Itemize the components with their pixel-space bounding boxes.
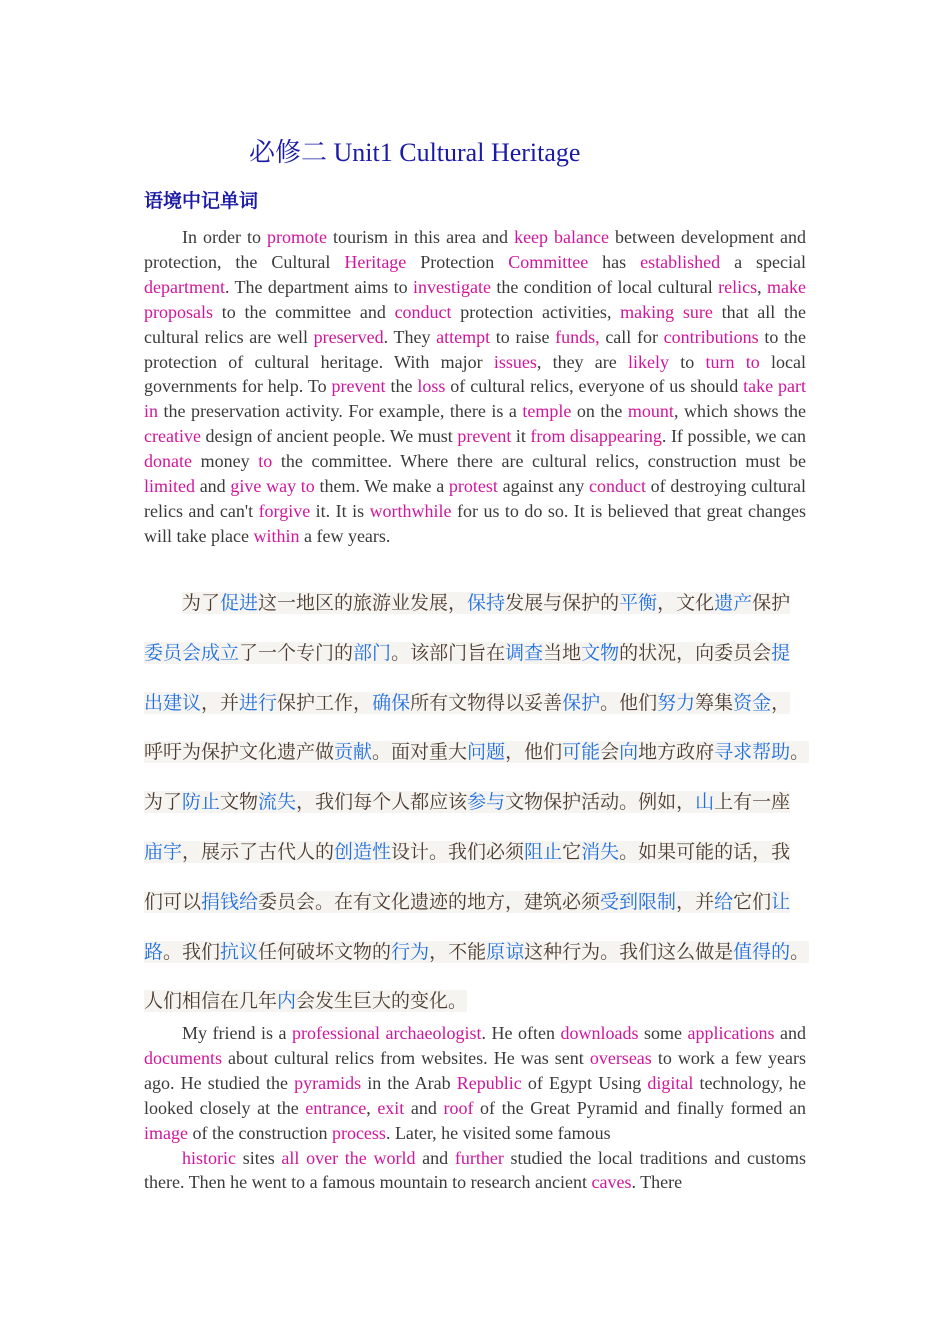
translation-text: 保护 (752, 592, 791, 614)
vocab-keyword: applications (687, 1023, 775, 1043)
translation-keyword: 保持 (467, 592, 506, 614)
translation-line-text (144, 692, 790, 714)
translation-keyword: 创造性 (334, 840, 392, 863)
passage-text: of the construction (187, 1122, 332, 1143)
passage-text: sites (236, 1147, 282, 1168)
vocab-keyword: roof (443, 1097, 474, 1118)
translation-text: ，他们 (505, 741, 563, 764)
translation-text: 文物 (220, 791, 259, 814)
vocab-keyword: protest (448, 476, 498, 497)
translation-line-text (144, 791, 790, 813)
passage-text: in the Arab (361, 1072, 457, 1093)
passage-text: of destroying cultural relics and can't (144, 476, 806, 521)
translation-text: 所有文物得以妥善 (410, 691, 563, 714)
passage-text: between development and protection, the Cultural (144, 227, 806, 272)
translation-line (144, 828, 824, 878)
vocab-keyword: historic (182, 1147, 236, 1168)
vocab-keyword: keep balance (514, 227, 610, 247)
translation-text: 它 (562, 840, 582, 863)
passage-text: to raise (490, 326, 556, 347)
translation-text: 呼吁为保护文化遗产做 (144, 741, 335, 764)
translation-text: 。如果可能的话，我 (619, 840, 791, 863)
translation-keyword: 给 (714, 890, 734, 913)
translation-line (144, 629, 824, 679)
vocab-keyword: further (454, 1147, 504, 1168)
vocab-keyword: mount (627, 401, 674, 422)
passage-text: to the committee and (213, 301, 395, 322)
passage-text: and (415, 1147, 455, 1168)
translation-text: 这一地区的旅游业发展， (258, 592, 468, 614)
translation-keyword: 抗议 (220, 940, 259, 963)
translation-text: ，并 (201, 691, 240, 714)
vocab-keyword: digital (647, 1072, 694, 1093)
translation-line-text (144, 990, 467, 1012)
passage-text: it (511, 426, 531, 447)
passage-text: the committee. Where there are cultural relics, construction must be (272, 451, 806, 472)
passage-text: call for (599, 326, 664, 347)
title-chinese: 必修二 (249, 138, 328, 168)
passage-text: a few years. (299, 525, 391, 546)
translation-keyword: 值得的 (733, 940, 791, 963)
vocab-keyword: downloads (560, 1023, 639, 1043)
vocab-keyword: funds, (555, 326, 600, 347)
vocab-keyword: department (144, 276, 225, 297)
translation-keyword: 调查 (505, 641, 544, 664)
passage-text: the condition of local cultural (490, 276, 719, 297)
english-passage-2 (144, 1021, 806, 1195)
translation-text: 。他们 (600, 691, 658, 714)
vocab-keyword: Republic (456, 1072, 522, 1093)
vocab-keyword: within (253, 525, 300, 546)
passage-text: . If possible, we can (661, 426, 806, 447)
vocab-keyword: prevent (331, 376, 386, 397)
vocab-keyword: conduct (588, 476, 646, 497)
passage-text: and (774, 1023, 806, 1043)
translation-keyword: 部门 (353, 641, 392, 664)
translation-text: ，不能 (429, 940, 487, 963)
vocab-keyword: image (144, 1122, 188, 1143)
translation-text: ，并 (676, 890, 715, 913)
translation-keyword: 庙宇 (144, 840, 183, 863)
page-title (249, 132, 580, 169)
translation-line (144, 928, 824, 978)
vocab-keyword: from disappearing (530, 426, 662, 447)
passage-text: and (404, 1097, 444, 1118)
passage-text: a special (720, 251, 806, 272)
vocab-keyword: overseas (589, 1047, 652, 1068)
translation-keyword: 保护 (562, 691, 601, 714)
vocab-keyword: loss (417, 376, 446, 397)
translation-line-text (144, 891, 790, 913)
vocab-keyword: contributions (663, 326, 759, 347)
translation-line-text (144, 642, 790, 664)
translation-keyword: 向 (619, 741, 639, 764)
translation-line (144, 878, 824, 928)
translation-text: ，我们每个人都应该 (296, 791, 468, 814)
vocab-keyword: investigate (412, 276, 491, 297)
passage-text: local governments for help. To (144, 351, 807, 397)
vocab-keyword: donate (144, 451, 192, 472)
english-passage-1 (144, 225, 806, 549)
passage-text: , they are (536, 351, 629, 372)
vocab-keyword: take part in (144, 376, 807, 422)
passage-text: of Egypt Using (521, 1072, 648, 1093)
passage-text: , (366, 1097, 378, 1118)
passage-text: some (638, 1023, 688, 1043)
passage-text: for us to do so. It is believed that great changes will take place (144, 500, 806, 546)
translation-text: 这种行为。我们这么做是 (524, 940, 734, 963)
translation-text: 保护工作， (277, 691, 373, 714)
translation-keyword: 消失 (581, 840, 620, 863)
translation-text: 文物保护活动。例如， (505, 791, 696, 814)
passage-text: protection activities, (451, 301, 621, 322)
translation-text: 地方政府 (638, 741, 715, 764)
passage-text: . There (631, 1172, 683, 1193)
passage-text: design of ancient people. We must (200, 426, 458, 447)
passage-text: studied the local traditions and customs there. Then he went to a famous mountain to research ancient (144, 1147, 806, 1193)
vocab-keyword: caves (591, 1172, 632, 1193)
title-english: Unit1 Cultural Heritage (327, 138, 581, 167)
passage-text: on the (571, 401, 628, 422)
passage-text: and (195, 476, 231, 497)
vocab-keyword: to (258, 451, 273, 472)
translation-line (144, 679, 824, 729)
translation-keyword: 捐钱给 (201, 890, 259, 913)
vocab-keyword: making sure (620, 301, 713, 322)
passage-text: money (191, 451, 259, 472)
translation-keyword: 阻止 (524, 840, 563, 863)
passage-text: against any (497, 476, 589, 497)
translation-text: 当地 (543, 641, 582, 664)
translation-keyword: 参与 (467, 791, 506, 814)
translation-text: 会 (600, 741, 620, 764)
translation-keyword: 寻求帮助 (714, 741, 791, 764)
vocab-keyword: prevent (457, 426, 512, 447)
translation-keyword: 确保 (372, 691, 411, 714)
translation-text: 人们相信在几年 (144, 990, 278, 1013)
vocab-keyword: attempt (436, 326, 491, 347)
passage-text: Protection (406, 251, 509, 272)
passage-text: the preservation activity. For example, there is a (158, 401, 523, 422)
translation-line (144, 579, 824, 629)
vocab-keyword: issues (493, 351, 537, 372)
passage-text: , (757, 276, 768, 297)
vocab-keyword: make proposals (144, 276, 807, 322)
translation-keyword: 让 (771, 890, 791, 913)
translation-keyword: 提 (771, 641, 791, 664)
translation-keyword: 促进 (220, 592, 259, 614)
vocab-keyword: professional archaeologist (292, 1023, 482, 1043)
vocab-keyword: preserved (313, 326, 384, 347)
vocab-keyword: worthwhile (369, 500, 452, 521)
translation-text: 上有一座 (714, 791, 791, 814)
vocab-keyword: established (640, 251, 721, 272)
translation-keyword: 山 (695, 791, 715, 814)
translation-text: ， (771, 691, 791, 714)
vocab-keyword: conduct (394, 301, 452, 322)
vocab-keyword: limited (144, 476, 195, 497)
translation-keyword: 问题 (467, 741, 506, 764)
translation-text: 任何破坏文物的 (258, 940, 392, 963)
translation-text: 们可以 (144, 890, 202, 913)
vocab-keyword: likely (628, 351, 670, 372)
translation-keyword: 进行 (239, 691, 278, 714)
passage-text: . They (383, 326, 437, 347)
translation-text: ，文化 (657, 592, 715, 614)
vocab-keyword: entrance (305, 1097, 367, 1118)
passage-text: to (669, 351, 706, 372)
translation-text: 为了 (182, 592, 221, 614)
translation-keyword: 资金 (733, 691, 772, 714)
vocab-keyword: forgive (258, 500, 311, 521)
vocab-keyword: creative (144, 426, 201, 447)
passage-text: technology, he looked closely at the (144, 1072, 806, 1118)
translation-keyword: 文物 (581, 641, 620, 664)
passage-text: the (385, 376, 418, 397)
translation-text: 它们 (733, 890, 772, 913)
translation-text: 。面对重大 (372, 741, 468, 764)
translation-line-text (144, 741, 809, 763)
section-heading: 语境中记单词 (144, 190, 259, 212)
translation-text: 为了 (144, 791, 183, 814)
vocab-keyword: exit (377, 1097, 405, 1118)
translation-keyword: 行为 (391, 940, 430, 963)
passage-text: to the protection of cultural heritage. With major (144, 326, 807, 372)
passage-text: , which shows the (673, 401, 806, 422)
vocab-keyword: promote (267, 227, 328, 247)
translation-line (144, 977, 824, 1027)
vocab-keyword: Committee (508, 251, 589, 272)
translation-text: 的状况，向委员会 (619, 641, 772, 664)
passage-text: . Later, he visited some famous (385, 1122, 611, 1143)
translation-text: 委员会。在有文化遗迹的地方，建筑必须 (258, 890, 601, 913)
translation-text: 。 (790, 741, 810, 764)
translation-keyword: 路 (144, 940, 164, 963)
vocab-keyword: turn to (705, 351, 760, 372)
translation-line-text (144, 841, 790, 863)
translation-keyword: 贡献 (334, 741, 373, 764)
passage-text: about cultural relics from websites. He was sent (222, 1047, 590, 1068)
vocab-keyword: documents (144, 1047, 222, 1068)
translation-line-text (182, 592, 790, 614)
translation-text: 设计。我们必须 (391, 840, 525, 863)
translation-line-text (144, 941, 809, 963)
translation-text: 。该部门旨在 (391, 641, 506, 664)
vocab-keyword: pyramids (294, 1072, 362, 1093)
translation-keyword: 流失 (258, 791, 297, 814)
passage-text: tourism in this area and (327, 227, 515, 247)
passage-text: . He often (481, 1023, 561, 1043)
passage-text: that all the cultural relics are well (144, 301, 807, 347)
vocab-keyword: relics (718, 276, 758, 297)
vocab-keyword: process (331, 1122, 386, 1143)
vocab-keyword: temple (522, 401, 572, 422)
translation-keyword: 委员会 (144, 641, 202, 664)
translation-keyword: 内 (277, 990, 297, 1013)
translation-text: 筹集 (695, 691, 734, 714)
translation-line (144, 728, 824, 778)
vocab-keyword: give way to (230, 476, 315, 497)
passage-text: . The department aims to (224, 276, 413, 297)
passage-text: In order to (182, 227, 268, 247)
passage-text: it. It is (310, 500, 370, 521)
translation-keyword: 可能 (562, 741, 601, 764)
passage-text: has (588, 251, 641, 272)
passage-text: of cultural relics, everyone of us should (445, 376, 744, 397)
translation-keyword: 平衡 (619, 592, 658, 614)
translation-text: 。 (790, 940, 810, 963)
translation-keyword: 出建议 (144, 691, 202, 714)
translation-text: 。我们 (163, 940, 221, 963)
vocab-keyword: all over the world (281, 1147, 416, 1168)
translation-keyword: 受到限制 (600, 890, 677, 913)
translation-line (144, 778, 824, 828)
vocab-keyword: Heritage (344, 251, 407, 272)
passage-text: of the Great Pyramid and finally formed an (473, 1097, 806, 1118)
translation-keyword: 防止 (182, 791, 221, 814)
translation-keyword: 原谅 (486, 940, 525, 963)
chinese-translation (144, 579, 824, 1027)
translation-text: 了一个专门的 (239, 641, 354, 664)
translation-keyword: 遗产 (714, 592, 753, 614)
translation-text: 发展与保护的 (505, 592, 620, 614)
passage-text: them. We make a (314, 476, 449, 497)
passage-text: My friend is a (182, 1023, 293, 1043)
translation-keyword: 成立 (201, 641, 240, 664)
translation-keyword: 努力 (657, 691, 696, 714)
translation-text: ，展示了古代人的 (182, 840, 335, 863)
passage-text: to work a few years ago. He studied the (144, 1047, 806, 1093)
translation-text: 会发生巨大的变化。 (296, 990, 468, 1013)
